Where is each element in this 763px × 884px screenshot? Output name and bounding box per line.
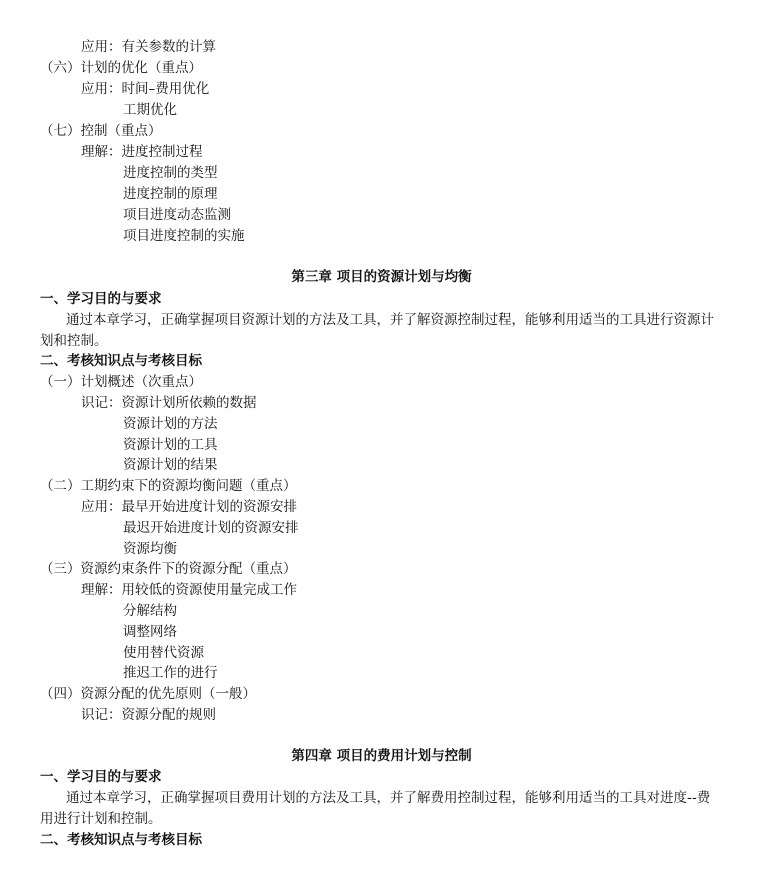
outline-line: 工期优化	[123, 102, 177, 118]
section-heading-bold: 二、考核知识点与考核目标	[40, 832, 202, 848]
paragraph-line: 通过本章学习，正确掌握项目费用计划的方法及工具，并了解费用控制过程，能够利用适当的工具对进度--费	[66, 790, 711, 806]
section-heading: （三）资源约束条件下的资源分配（重点）	[40, 561, 297, 577]
outline-line: 调整网络	[123, 624, 177, 640]
section-heading-bold: 一、学习目的与要求	[40, 291, 162, 307]
outline-line: 资源计划的结果	[123, 457, 218, 473]
outline-line: 应用：有关参数的计算	[81, 39, 216, 55]
outline-line: 最迟开始进度计划的资源安排	[123, 520, 299, 536]
section-heading: （一）计划概述（次重点）	[40, 374, 202, 390]
paragraph-line: 用进行计划和控制。	[40, 811, 162, 827]
outline-line: 理解：进度控制过程	[81, 144, 203, 160]
chapter-title: 第四章 项目的费用计划与控制	[291, 748, 472, 764]
section-heading: （四）资源分配的优先原则（一般）	[40, 686, 256, 702]
outline-line: 进度控制的类型	[123, 165, 218, 181]
section-heading: （六）计划的优化（重点）	[40, 60, 202, 76]
paragraph-line: 划和控制。	[40, 333, 108, 349]
section-heading-bold: 二、考核知识点与考核目标	[40, 353, 202, 369]
section-heading-bold: 一、学习目的与要求	[40, 769, 162, 785]
outline-line: 项目进度控制的实施	[123, 228, 245, 244]
section-heading: （二）工期约束下的资源均衡问题（重点）	[40, 478, 297, 494]
outline-line: 资源均衡	[123, 541, 177, 557]
outline-line: 理解：用较低的资源使用量完成工作	[81, 582, 297, 598]
outline-line: 识记：资源计划所依赖的数据	[81, 395, 257, 411]
outline-line: 资源计划的工具	[123, 437, 218, 453]
outline-line: 应用：最早开始进度计划的资源安排	[81, 499, 297, 515]
section-heading: （七）控制（重点）	[40, 123, 162, 139]
outline-line: 进度控制的原理	[123, 186, 218, 202]
outline-line: 资源计划的方法	[123, 416, 218, 432]
outline-line: 分解结构	[123, 603, 177, 619]
outline-line: 项目进度动态监测	[123, 207, 231, 223]
outline-line: 识记：资源分配的规则	[81, 707, 216, 723]
outline-line: 使用替代资源	[123, 645, 204, 661]
paragraph-line: 通过本章学习，正确掌握项目资源计划的方法及工具，并了解资源控制过程，能够利用适当的工具进行资源计	[66, 312, 714, 328]
outline-line: 应用：时间–费用优化	[81, 81, 210, 97]
chapter-title: 第三章 项目的资源计划与均衡	[291, 269, 472, 285]
outline-line: 推迟工作的进行	[123, 665, 218, 681]
